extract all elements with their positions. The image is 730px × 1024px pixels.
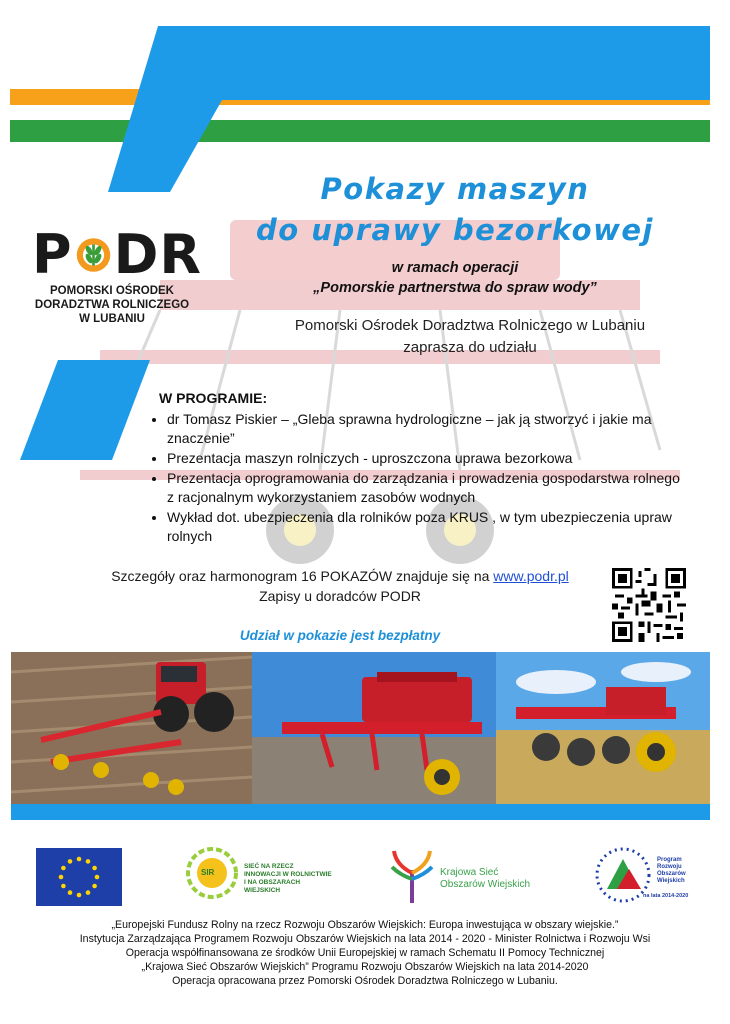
prow-line-3: Obszarów [657, 871, 686, 877]
ksow-line-2: Obszarów Wiejskich [440, 879, 531, 890]
logo-sub-line-3: W LUBANIU [79, 313, 145, 325]
details-line-1 [60, 568, 620, 584]
sir-line-2: INNOWACJI W ROLNICTWIE [244, 871, 332, 878]
eu-flag-logo [36, 848, 122, 906]
prow-line-5: na lata 2014-2020 [643, 893, 689, 899]
logo-sub-line-1: POMORSKI OŚRODEK [50, 285, 174, 297]
funding-footer [20, 918, 710, 988]
details-text: Szczegóły oraz harmonogram 16 POKAZÓW znajduje się na [111, 568, 494, 584]
podr-wordmark [32, 223, 202, 286]
organizer-line-1: Pomorski Ośrodek Doradztwa Rolniczego w Lubaniu [294, 317, 646, 334]
program-list [147, 410, 687, 546]
logo-subtitle [32, 284, 192, 326]
subtitle-line-1: w ramach operacji [391, 260, 519, 276]
wheat-icon [75, 234, 112, 276]
free-participation-note: Udział w pokazie jest bezpłatny [239, 628, 441, 643]
title-line-1: Pokazy maszyn [320, 172, 590, 206]
qr-code[interactable] [612, 568, 686, 642]
podr-logo [32, 223, 202, 326]
subtitle-line-2: „Pomorskie partnerstwa do spraw wody” [313, 280, 597, 296]
blue-parallelogram [20, 360, 160, 460]
title-line-2: do uprawy bezorkowej [256, 213, 654, 247]
podr-website-link[interactable]: www.podr.pl [493, 568, 569, 584]
program-item: • Wykład dot. ubezpieczenia dla rolników poza KRUS , w tym ubezpieczenia upraw rolnych [167, 508, 687, 546]
logo-letter-p: P [32, 223, 73, 286]
ksow-logo [388, 845, 548, 905]
details-line-2: Zapisy u doradców PODR [259, 588, 421, 604]
photo-seed-drill [252, 652, 496, 804]
program-item: • Prezentacja oprogramowania do zarządzania i prowadzenia gospodarstwa rolnego z racjonalnym wykorzystaniem zasobów wodnych [167, 469, 687, 507]
prow-line-1: Program [657, 857, 682, 863]
program-item: • Prezentacja maszyn rolniczych - uproszczona uprawa bezorkowa [167, 449, 687, 468]
footer-line-4: „Krajowa Sieć Obszarów Wiejskich” Programu Rozwoju Obszarów Wiejskich na lata 2014-2020 [141, 961, 589, 973]
footer-line-3: Operacja współfinansowana ze środków Unii Europejskiej w ramach Schematu II Pomocy Technicznej [125, 947, 605, 959]
sir-network-logo [184, 845, 334, 905]
prow-line-2: Rozwoju [657, 864, 682, 870]
footer-line-1: „Europejski Fundusz Rolny na rzecz Rozwoju Obszarów Wiejskich: Europa inwestująca w obszary wiejskie.” [111, 919, 619, 931]
prow-logo [593, 845, 703, 905]
program-section [147, 389, 687, 547]
logo-sub-line-2: DORADZTWA ROLNICZEGO [34, 299, 190, 311]
program-heading: W PROGRAMIE: [159, 390, 268, 406]
footer-line-5: Operacja opracowana przez Pomorski Ośrodek Doradztwa Rolniczego w Lubaniu. [172, 975, 558, 987]
logo-letters-dr: DR [113, 223, 202, 286]
ksow-emblem-icon [388, 845, 436, 905]
organizer-line-2: zaprasza do udziału [403, 339, 537, 356]
photo-disc-harrow [496, 652, 710, 804]
blue-header-shape [0, 0, 730, 200]
sir-badge-text: SIR [201, 868, 215, 877]
footer-line-2: Instytucja Zarządzająca Programem Rozwoju Obszarów Wiejskich na lata 2014 - 2020 - Minister Rolnictwa i Rozwoju Wsi [79, 933, 651, 945]
sir-line-1: SIEĆ NA RZECZ [244, 863, 294, 870]
blue-footer-bar [11, 804, 710, 820]
prow-line-4: Wiejskich [657, 878, 685, 884]
ksow-line-1: Krajowa Sieć [440, 867, 499, 878]
photo-tractor-cultivator [11, 652, 252, 804]
sir-line-3: I NA OBSZARACH WIEJSKICH [244, 879, 301, 894]
program-item: • dr Tomasz Piskier – „Gleba sprawna hydrologiczne – jak ją stworzyć i jakie ma znaczenie” [167, 410, 687, 448]
